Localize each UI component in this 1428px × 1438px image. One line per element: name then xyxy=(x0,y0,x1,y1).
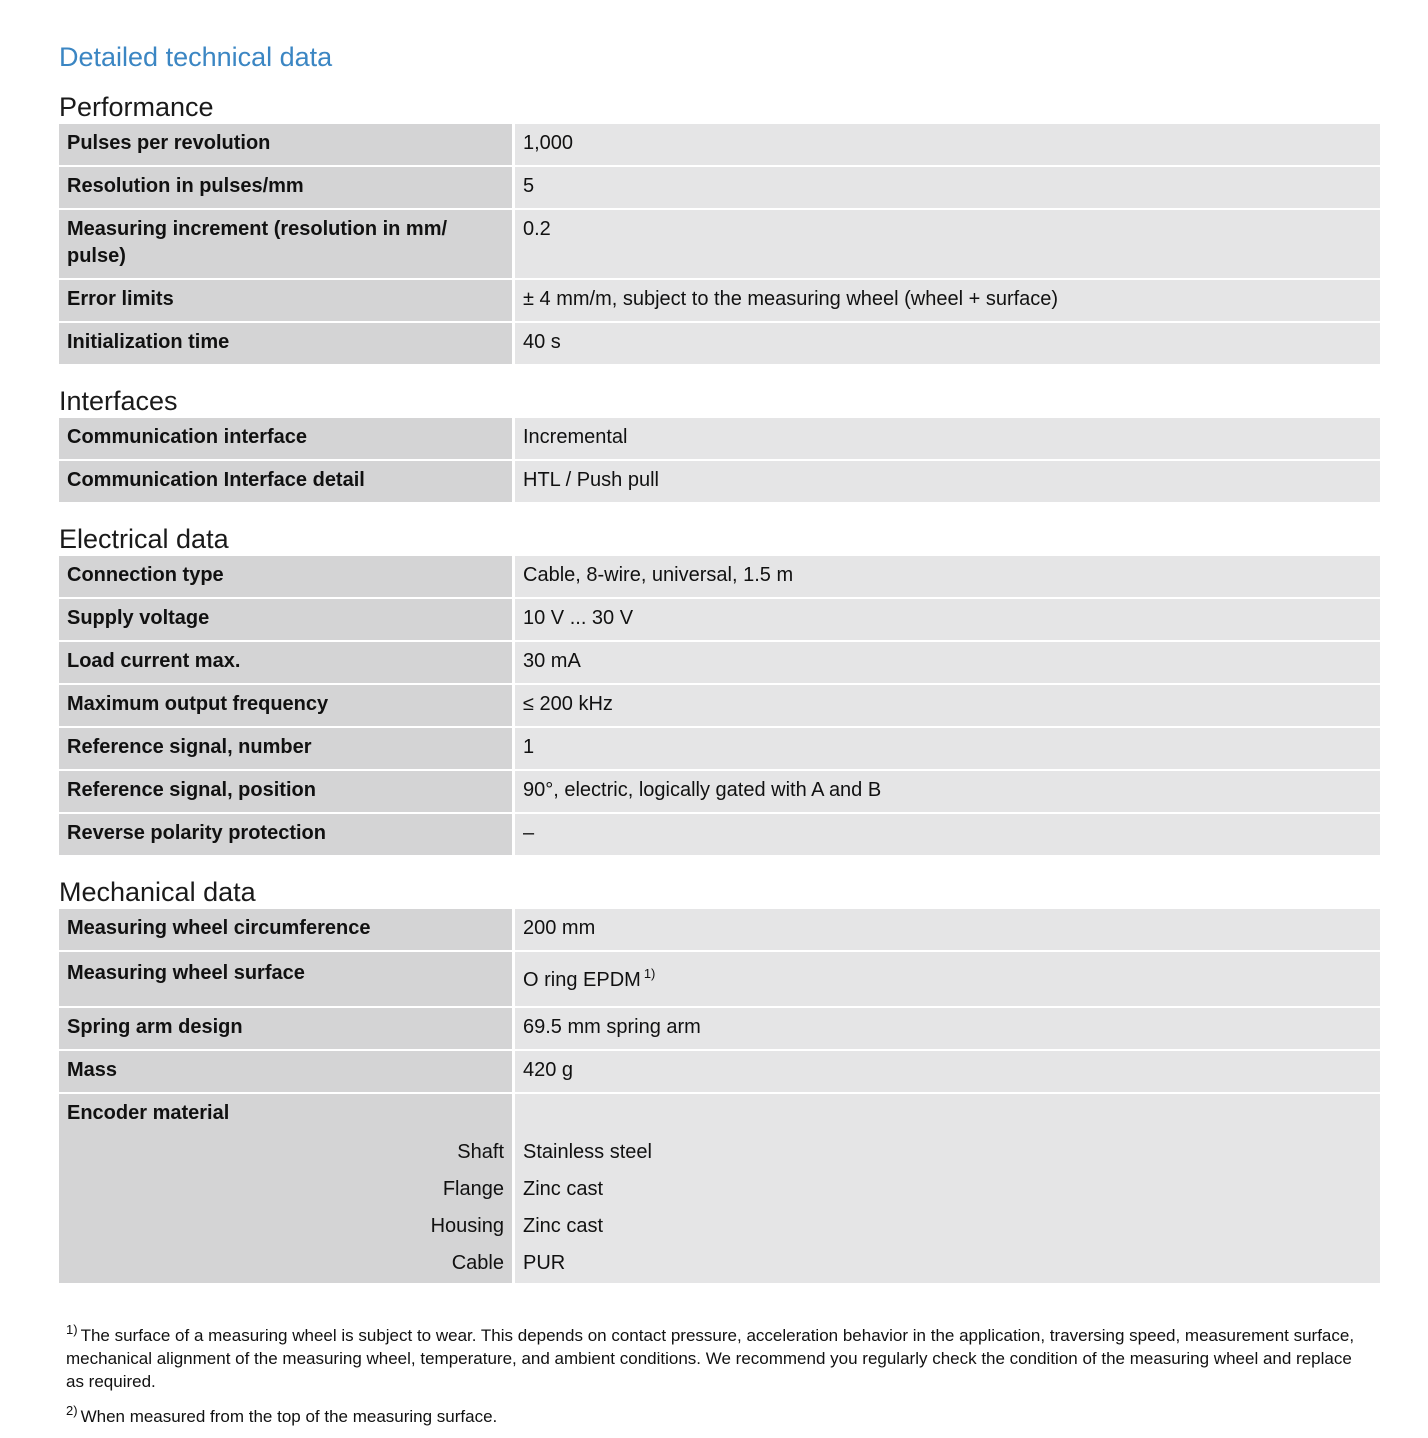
table-subrow xyxy=(59,1172,1380,1209)
electrical-section xyxy=(59,522,1380,855)
row-label: Communication Interface detail xyxy=(59,460,514,502)
table-row xyxy=(59,641,1380,684)
subrow-value: Zinc cast xyxy=(514,1209,1381,1246)
section-title-performance: Performance xyxy=(59,92,214,122)
row-value: 5 xyxy=(514,166,1381,209)
row-label: Measuring wheel circumference xyxy=(59,909,514,951)
table-subrow xyxy=(59,1209,1380,1246)
table-row xyxy=(59,209,1380,279)
table-row xyxy=(59,684,1380,727)
table-row xyxy=(59,770,1380,813)
subrow-value: PUR xyxy=(514,1246,1381,1283)
table-row xyxy=(59,1007,1380,1050)
row-label: Encoder material xyxy=(59,1093,514,1135)
interfaces-table xyxy=(59,418,1380,502)
row-value: – xyxy=(514,813,1381,855)
row-label: Supply voltage xyxy=(59,598,514,641)
row-label: Error limits xyxy=(59,279,514,322)
row-label: Communication interface xyxy=(59,418,514,460)
table-row xyxy=(59,124,1380,166)
subrow-value: Zinc cast xyxy=(514,1172,1381,1209)
performance-table xyxy=(59,124,1380,364)
page-title: Detailed technical data xyxy=(59,42,333,72)
table-row xyxy=(59,166,1380,209)
row-value: 1 xyxy=(514,727,1381,770)
row-label: Connection type xyxy=(59,556,514,598)
table-row-group-header xyxy=(59,1093,1380,1135)
row-value: HTL / Push pull xyxy=(514,460,1381,502)
table-row xyxy=(59,909,1380,951)
row-value: ± 4 mm/m, subject to the measuring wheel (wheel + surface) xyxy=(514,279,1381,322)
row-label: Pulses per revolution xyxy=(59,124,514,166)
table-row xyxy=(59,460,1380,502)
row-value: 40 s xyxy=(514,322,1381,364)
table-row xyxy=(59,279,1380,322)
row-label: Reverse polarity protection xyxy=(59,813,514,855)
subrow-label: Shaft xyxy=(59,1135,514,1172)
electrical-table xyxy=(59,556,1380,855)
footnote-ref: 1) xyxy=(643,966,656,981)
row-value: 69.5 mm spring arm xyxy=(514,1007,1381,1050)
footnote-mark: 2) xyxy=(66,1403,78,1418)
table-row xyxy=(59,418,1380,460)
performance-section xyxy=(59,90,1380,364)
footnotes xyxy=(66,1318,1366,1434)
row-label: Initialization time xyxy=(59,322,514,364)
row-value: 420 g xyxy=(514,1050,1381,1093)
row-label: Spring arm design xyxy=(59,1007,514,1050)
row-value: 1,000 xyxy=(514,124,1381,166)
row-value-with-note xyxy=(514,951,1381,1007)
table-subrow xyxy=(59,1246,1380,1283)
row-value: ≤ 200 kHz xyxy=(514,684,1381,727)
row-value: 10 V ... 30 V xyxy=(514,598,1381,641)
footnote-text: The surface of a measuring wheel is subject to wear. This depends on contact pressure, acceleration behavior in the application, traversing speed, measurement surface, mechanical alignment of the measuring wheel, temperature, and ambient conditions. We recommend you regularly check the condition of the measuring wheel and replace as required. xyxy=(66,1326,1355,1391)
row-value: Incremental xyxy=(514,418,1381,460)
section-title-interfaces: Interfaces xyxy=(59,386,178,416)
row-value: 90°, electric, logically gated with A and B xyxy=(514,770,1381,813)
row-label: Reference signal, number xyxy=(59,727,514,770)
mechanical-table xyxy=(59,909,1380,1283)
row-value: 30 mA xyxy=(514,641,1381,684)
interfaces-section xyxy=(59,384,1380,502)
footnote-2 xyxy=(66,1399,1366,1428)
row-label: Reference signal, position xyxy=(59,770,514,813)
table-row xyxy=(59,951,1380,1007)
table-row xyxy=(59,727,1380,770)
row-value: Cable, 8-wire, universal, 1.5 m xyxy=(514,556,1381,598)
table-row xyxy=(59,813,1380,855)
subrow-label: Housing xyxy=(59,1209,514,1246)
row-value: 200 mm xyxy=(514,909,1381,951)
footnote-text: When measured from the top of the measuring surface. xyxy=(80,1407,498,1426)
subrow-label: Cable xyxy=(59,1246,514,1283)
row-label: Load current max. xyxy=(59,641,514,684)
row-value: O ring EPDM xyxy=(523,969,641,991)
footnote-mark: 1) xyxy=(66,1322,78,1337)
section-title-electrical: Electrical data xyxy=(59,524,229,554)
table-row xyxy=(59,598,1380,641)
row-label: Measuring wheel surface xyxy=(59,951,514,1007)
table-row xyxy=(59,1050,1380,1093)
table-row xyxy=(59,556,1380,598)
section-title-mechanical: Mechanical data xyxy=(59,877,256,907)
mechanical-section xyxy=(59,875,1380,1283)
row-label: Mass xyxy=(59,1050,514,1093)
subrow-value: Stainless steel xyxy=(514,1135,1381,1172)
table-row xyxy=(59,322,1380,364)
row-label: Measuring increment (resolution in mm/ pulse) xyxy=(59,209,514,279)
row-label: Maximum output frequency xyxy=(59,684,514,727)
table-subrow xyxy=(59,1135,1380,1172)
footnote-1 xyxy=(66,1318,1366,1393)
row-value: 0.2 xyxy=(514,209,1381,279)
subrow-label: Flange xyxy=(59,1172,514,1209)
row-value-empty xyxy=(514,1093,1381,1135)
row-label: Resolution in pulses/mm xyxy=(59,166,514,209)
